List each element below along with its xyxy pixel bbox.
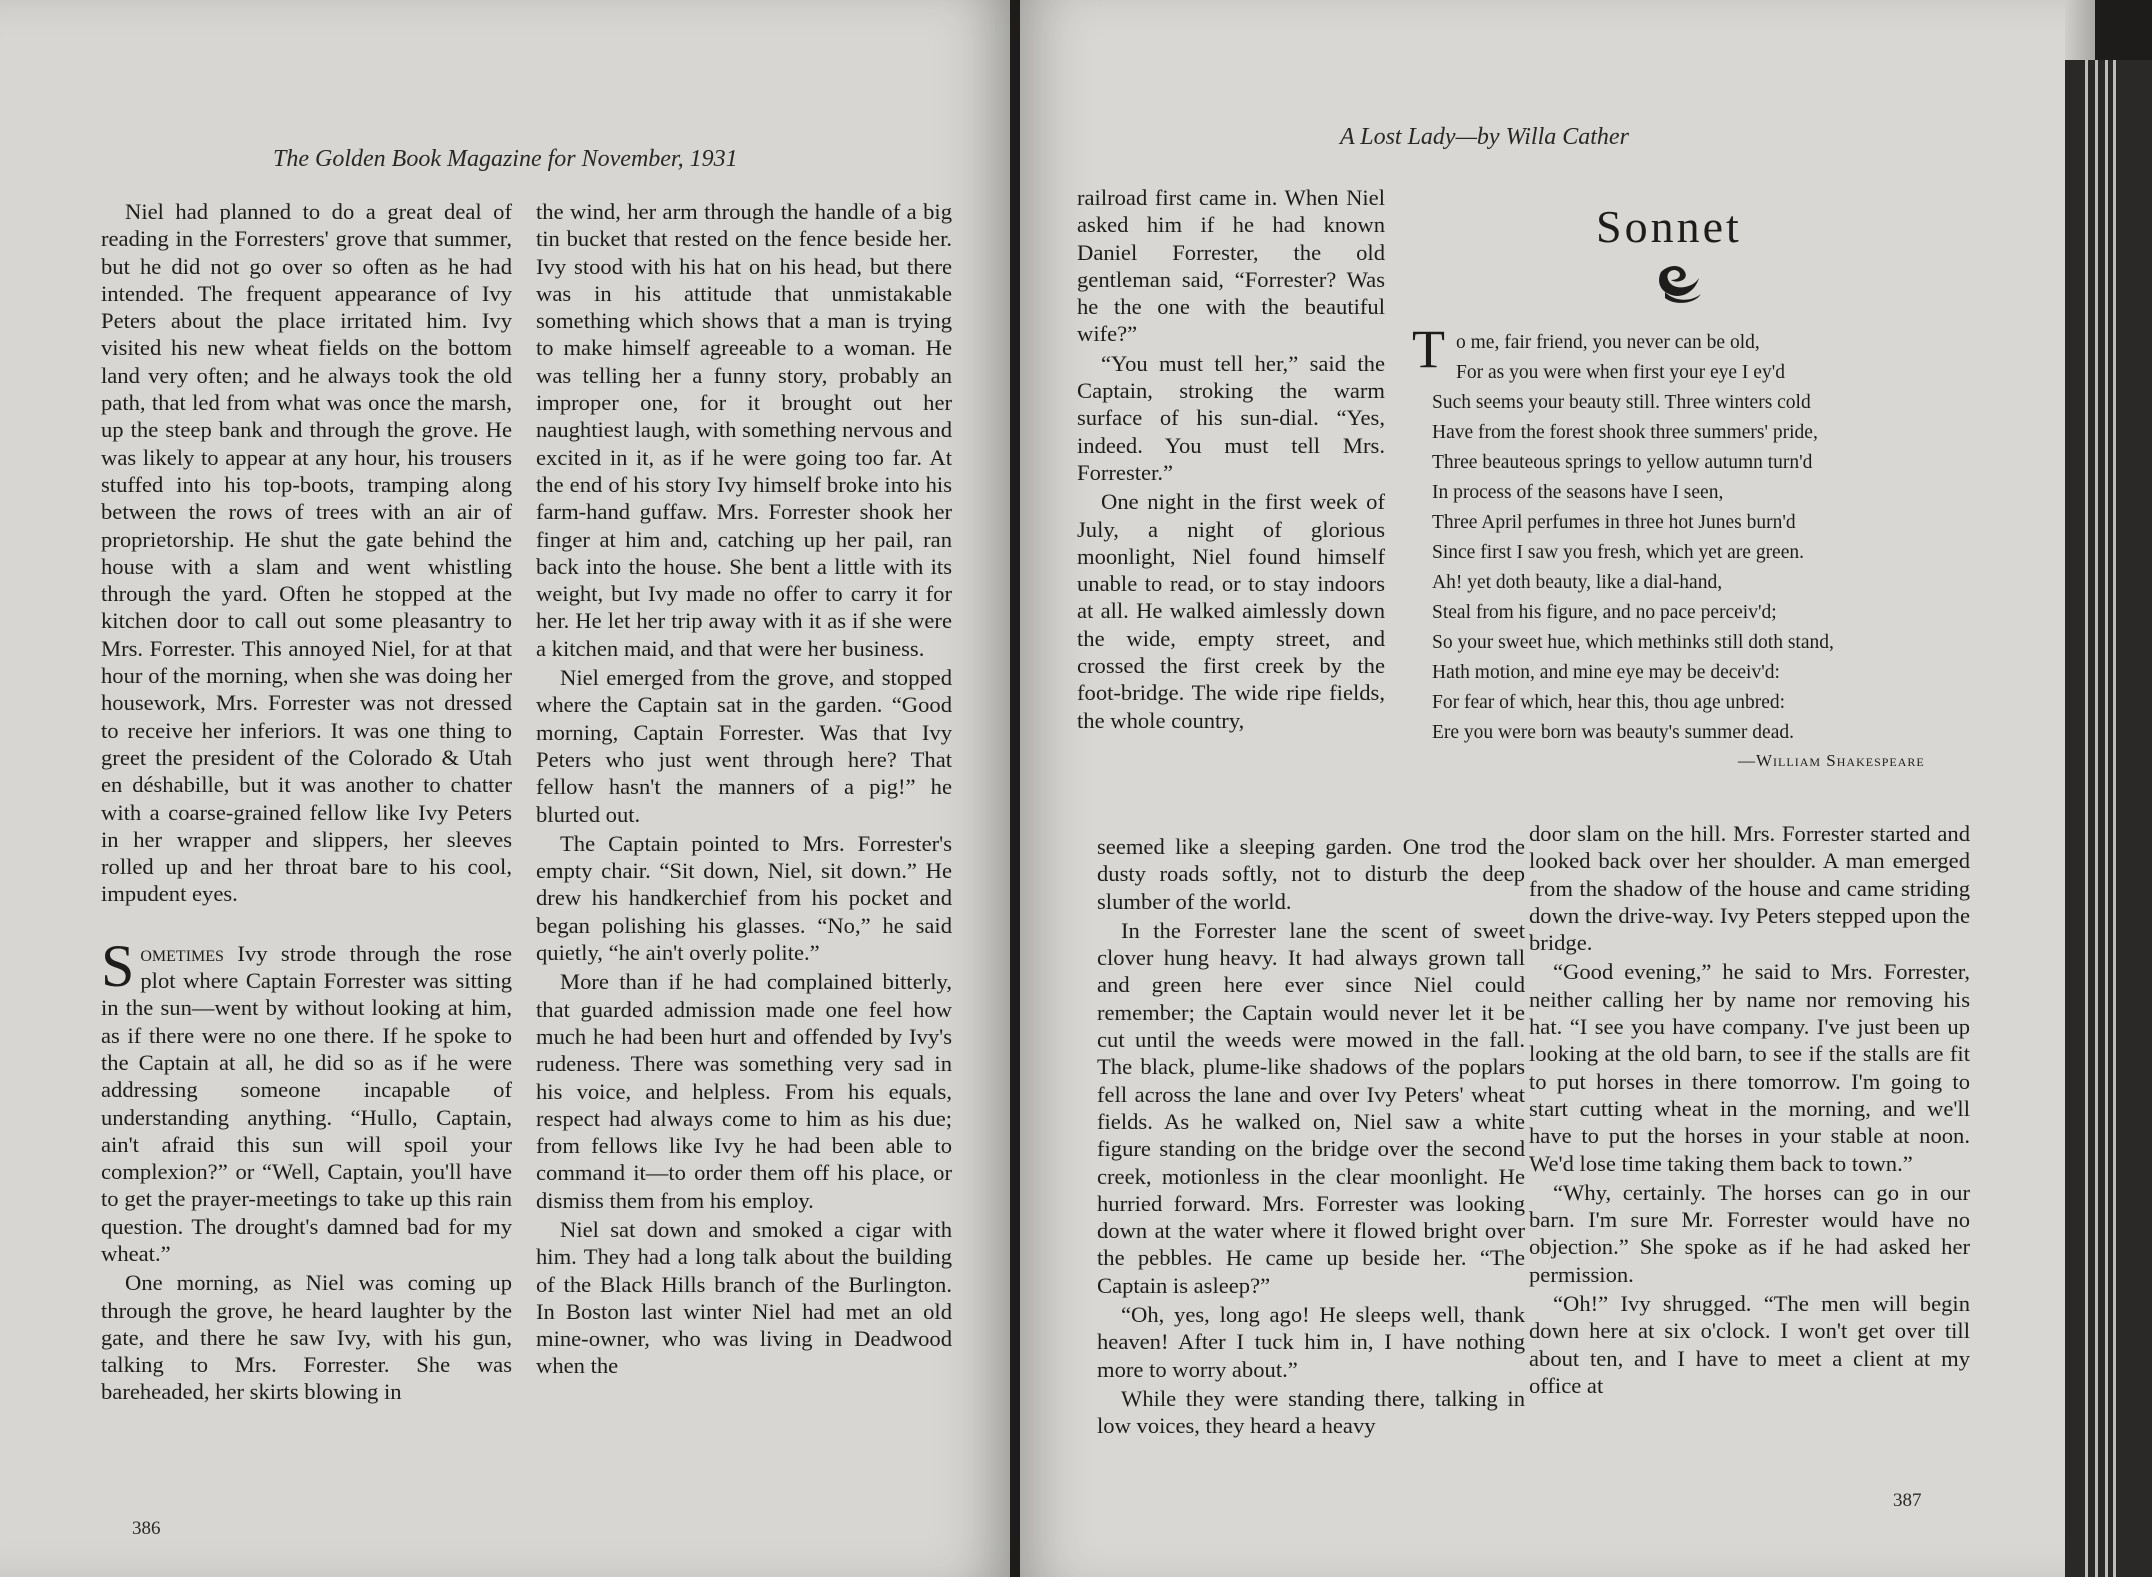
running-head-left: The Golden Book Magazine for November, 1931 [273,146,738,172]
paragraph: Niel sat down and smoked a cigar with him. They had a long talk about the building of the Black Hills branch of the Burlington. In Boston last winter Niel had met an old mine-owner, who was living in Deadwood when the [536,1216,952,1379]
sonnet-line: So your sweet hue, which methinks still doth stand, [1432,632,1834,653]
left-page [0,0,1010,1577]
page-number-right: 387 [1893,1490,1922,1511]
paragraph: The Captain pointed to Mrs. Forrester's empty chair. “Sit down, Niel, sit down.” He drew his handkerchief from his pocket and began polishing his glasses. “No,” he said quietly, “he ain't overly polite.” [536,830,952,966]
paragraph: “Oh, yes, long ago! He sleeps well, thank heaven! After I tuck him in, I have nothing more to worry about.” [1097,1302,1525,1382]
sonnet-line: Since first I saw you fresh, which yet are green. [1432,542,1804,563]
sonnet-line: Have from the forest shook three summers' pride, [1432,422,1818,443]
paragraph: “Why, certainly. The horses can go in our barn. I'm sure Mr. Forrester would have no objection.” She spoke as if he had asked her permission. [1529,1179,1970,1287]
paragraph: “Oh!” Ivy shrugged. “The men will begin down here at six o'clock. I won't get over till about ten, and I have to meet a client at my office at [1529,1291,1970,1398]
section-opening-paragraph: Sometimes Ivy strode through the rose plot where Captain Forrester was sitting in the sun—went by without looking at him, as if there were no one there. If he spoke to the Captain at all, he did so as if he were addressing someone incapable of understanding anything. “Hullo, Captain, ain't afraid this sun will spoil your complexion?” or “Well, Captain, you'll have to get the prayer-meetings to take up this rain question. The drought's damned bad for my wheat.” [101,932,512,1266]
page-number-left: 386 [132,1518,161,1539]
paragraph: Niel had planned to do a great deal of reading in the Forresters' grove that summer, but he did not go over so often as he had intended. The frequent appearance of Ivy Peters about the place irritated him. Ivy visited his new wheat fields on the bottom land very often; and he always took the old path, that led from what was once the marsh, up the steep bank and through the grove. He was likely to appear at any hour, his trousers stuffed into his top-boots, tramping along between the rows of trees with an air of proprietorship. He shut the gate behind the house with a slam and went whistling through the yard. Often he stopped at the kitchen door to call out some pleasantry to Mrs. Forrester. This annoyed Niel, for at that hour of the morning, when she was doing her housework, Mrs. Forrester was not dressed to receive her inferiors. It was one thing to greet the president of the Colorado & Utah en déshabille, but it was another to chatter with a coarse-grained fellow like Ivy Peters in her wrapper and slippers, her sleeves rolled up and her throat bare to his cool, impudent eyes. [101,199,512,907]
paragraph: seemed like a sleeping garden. One trod the dusty roads softly, not to disturb the deep slumber of the world. [1097,834,1525,914]
sonnet-line: o me, fair friend, you never can be old, [1456,332,1760,353]
sonnet-line: In process of the seasons have I seen, [1432,482,1724,503]
paragraph: the wind, her arm through the handle of a big tin bucket that rested on the fence beside her. Ivy stood with his hat on his head, but there was in his attitude that unmistakable something which shows that a man is trying to make himself agreeable to a woman. He was telling her a funny story, probably an improper one, for it brought out her naughtiest laugh, with something nervous and excited in it, as if he were going too far. At the end of his story Ivy himself broke into his farm-hand guffaw. Mrs. Forrester shook her finger at him and, catching up her pail, ran back into the house. She bent a little with its weight, but Ivy made no offer to carry it for her. He let her trip away with it as if she were a kitchen maid, and that were her business. [536,199,952,661]
right-page-column-1-narrow [1077,184,1385,734]
sonnet-drop-cap: T [1412,319,1445,379]
paragraph: More than if he had complained bitterly, that guarded admission made one feel how much he had been hurt and offended by Ivy's rudeness. There was something very sad in his voice, and helpless. From his equals, respect had always come to him as his due; from fellows like Ivy he had been able to command it—to order them off his place, or dismiss them from his employ. [536,969,952,1213]
sonnet-line: For fear of which, hear this, thou age unbred: [1432,692,1786,713]
paragraph: door slam on the hill. Mrs. Forrester started and looked back over her shoulder. A man emerged from the shadow of the house and came striding down the drive-way. Ivy Peters stepped upon the bridge. [1529,821,1970,956]
paragraph: While they were standing there, talking in low voices, they heard a heavy [1097,1385,1525,1439]
paragraph: One night in the first week of July, a night of glorious moonlight, Niel found himself unable to read, or to stay indoors at all. He walked aimlessly down the wide, empty street, and crossed the first creek by the foot-bridge. The wide ripe fields, the whole country, [1077,489,1385,733]
running-head-right: A Lost Lady—by Willa Cather [1340,124,1629,150]
sonnet-line: Three beauteous springs to yellow autumn turn'd [1432,452,1813,473]
sonnet-line: Ere you were born was beauty's summer dead. [1432,722,1794,743]
paragraph: Niel emerged from the grove, and stopped where the Captain sat in the garden. “Good morning, Captain Forrester. Was that Ivy Peters who just went through here? That fellow hasn't the manners of a pig!” he blurted out. [536,665,952,827]
drop-cap: S [101,932,135,999]
paragraph: In the Forrester lane the scent of sweet clover hung heavy. It had always grown tall and green here ever since Niel could remember; the Captain would never let it be cut until the weeds were mowed in the fall. The black, plume-like shadows of the poplars fell across the lane and over Ivy Peters' wheat fields. As he walked on, Niel saw a white figure standing on the bridge over the second creek, motionless in the clear moonlight. He hurried forward. Mrs. Forrester was looking down at the water where it flowed bright over the pebbles. He came up beside her. “The Captain is asleep?” [1097,917,1525,1298]
right-page-column-2 [1529,820,1970,1399]
paragraph: “Good evening,” he said to Mrs. Forrester, neither calling her by name nor removing his hat. “I see you have company. I've just been up looking at the old barn, to see if the stalls are fit to put horses in there tomorrow. I'm going to start cutting wheat in the morning, and we'll have to put the horses in your stable at noon. We'd lose time taking them back to town.” [1529,959,1970,1176]
sonnet-line: Such seems your beauty still. Three winters cold [1432,392,1811,413]
paragraph: “You must tell her,” said the Captain, stroking the warm surface of his sun-dial. “Yes, indeed. You must tell Mrs. Forrester.” [1077,350,1385,485]
sonnet-attribution: —William Shakespeare [1738,751,1925,770]
sonnet-line: For as you were when first your eye I ey'd [1456,362,1785,383]
sonnet-line: Three April perfumes in three hot Junes burn'd [1432,512,1796,533]
left-page-column-1 [101,198,512,1406]
right-page-column-1-wide [1097,833,1525,1440]
fleuron-ornament-icon [1655,262,1705,306]
sonnet-line: Hath motion, and mine eye may be deceiv'd: [1432,662,1780,683]
left-page-column-2 [536,198,952,1380]
sonnet-title: Sonnet [1596,201,1742,252]
right-page [1020,0,2065,1577]
book-cover-edge [2065,60,2152,1577]
paragraph: One morning, as Niel was coming up through the grove, he heard laughter by the gate, and there he saw Ivy, with his gun, talking to Mrs. Forrester. She was bareheaded, her skirts blowing in [101,1270,512,1405]
sonnet-body [1412,319,1992,748]
paragraph: railroad first came in. When Niel asked him if he had known Daniel Forrester, the old gentleman said, “Forrester? Was he the one with the beautiful wife?” [1077,185,1385,347]
sonnet-line: Steal from his figure, and no pace perceiv'd; [1432,602,1777,623]
sonnet-line: Ah! yet doth beauty, like a dial-hand, [1432,572,1723,593]
